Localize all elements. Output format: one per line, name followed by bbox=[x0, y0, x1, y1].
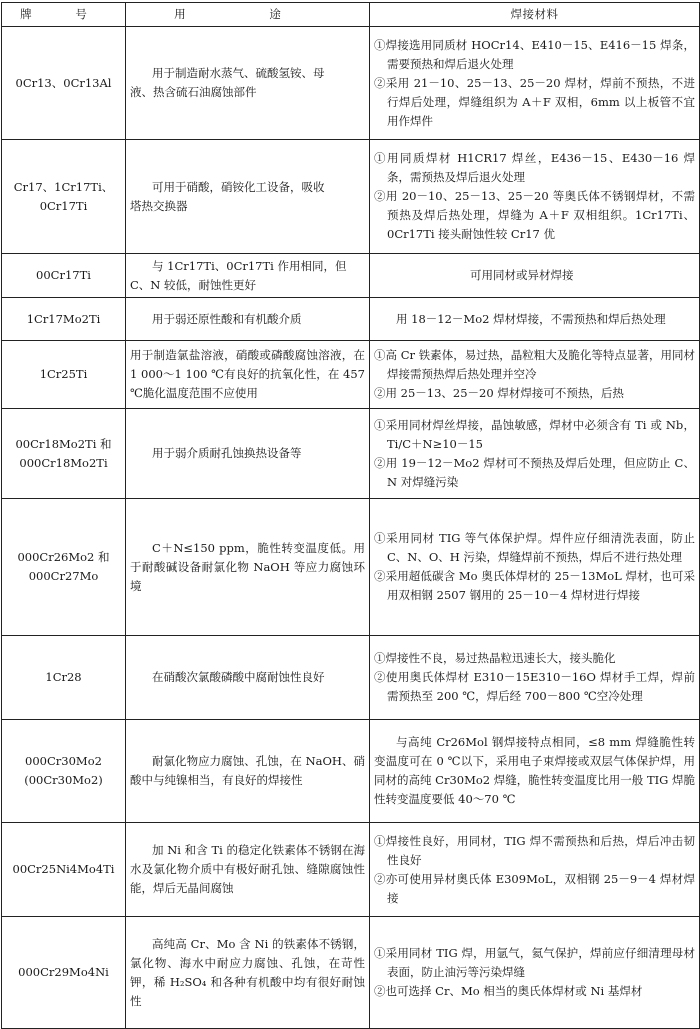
table-row bbox=[2, 636, 700, 720]
use-text: 耐氯化物应力腐蚀、孔蚀，在 NaOH、硝酸中与纯镍相当，有良好的焊接性 bbox=[130, 754, 365, 787]
grade-text: 00Cr17Ti bbox=[36, 268, 91, 282]
grade-cell bbox=[2, 298, 126, 341]
use-text: 用于制造氯盐溶液，硝酸或磷酸腐蚀溶液，在 1 000～1 100 ℃有良好的抗氧化性，在 457 ℃脆化温度范围不应使用 bbox=[130, 348, 365, 400]
weld-cell bbox=[370, 917, 700, 1029]
weld-text: ①采用同材焊丝焊接，晶蚀敏感，焊材中必须含有 Ti 或 Nb，Ti/C＋N≥10－15 bbox=[374, 417, 695, 451]
weld-text: ①高 Cr 铁素体，易过热，晶粒粗大及脆化等特点显著，用同材焊接需预热焊后热处理并空冷 bbox=[374, 348, 695, 381]
grade-cell bbox=[2, 823, 126, 917]
grade-text: 00Cr18Mo2Ti 和 bbox=[15, 436, 112, 451]
use-cell bbox=[126, 27, 370, 140]
grade-cell bbox=[2, 409, 126, 499]
header-row bbox=[2, 3, 700, 27]
grade-text: Cr17、1Cr17Ti、 bbox=[13, 179, 114, 194]
grade-cell bbox=[2, 499, 126, 636]
weld-text: ②亦可使用异材奥氏体 E309MoL，双相钢 25－9－4 焊材焊接 bbox=[374, 871, 695, 905]
table-row bbox=[2, 254, 700, 298]
weld-cell bbox=[370, 720, 700, 823]
weld-cell bbox=[370, 254, 700, 298]
table-row bbox=[2, 341, 700, 409]
use-cell bbox=[126, 636, 370, 720]
use-cell bbox=[126, 499, 370, 636]
grade-cell bbox=[2, 27, 126, 140]
weld-text: ②使用奥氏体焊材 E310－15E310－16O 焊材手工焊，焊前需预热至 200 ℃，焊后经 700－800 ℃空冷处理 bbox=[374, 670, 695, 703]
welding-materials-table bbox=[1, 2, 700, 1029]
use-text: 液、热含硫石油腐蚀部件 bbox=[130, 85, 257, 99]
weld-cell bbox=[370, 499, 700, 636]
weld-cell bbox=[370, 409, 700, 499]
use-text: 用于弱还原性酸和有机酸介质 bbox=[152, 311, 302, 326]
header-weld: 焊接材料 bbox=[370, 3, 700, 27]
weld-text: ②用 19－12－Mo2 焊材可不预热及焊后处理，但应防止 C、N 对焊缝污染 bbox=[374, 455, 695, 489]
table-row bbox=[2, 140, 700, 254]
use-text: 在硝酸次氯酸磷酸中腐耐蚀性良好 bbox=[152, 670, 325, 684]
table-row bbox=[2, 298, 700, 341]
use-text: 用于制造耐水蒸气、硫酸氢铵、母 bbox=[152, 66, 325, 80]
table-row bbox=[2, 499, 700, 636]
weld-text: 与高纯 Cr26Mol 钢焊接特点相同，≤8 mm 焊缝脆性转变温度可在 0 ℃以下，采用电子束焊接或双层气体保护焊，用同材的高纯 Cr30Mo2 焊缝，脆性转变温度比用一般 TIG 焊脆性转变温度要低 40～70 ℃ bbox=[374, 735, 695, 806]
grade-text: 0Cr17Ti bbox=[39, 198, 88, 213]
weld-text: ①采用同材 TIG 等气体保护焊。焊件应仔细清洗表面，防止 C、N、O、H 污染，焊缝焊前不预热，焊后不进行热处理 bbox=[374, 531, 695, 564]
use-cell bbox=[126, 254, 370, 298]
grade-text: 000Cr29Mo4Ni bbox=[18, 965, 109, 979]
grade-cell bbox=[2, 636, 126, 720]
use-cell bbox=[126, 823, 370, 917]
weld-text: ①焊接性良好，用同材，TIG 焊不需预热和后热，焊后冲击韧性良好 bbox=[374, 833, 695, 867]
table-row bbox=[2, 27, 700, 140]
grade-cell bbox=[2, 140, 126, 254]
use-text: 高纯高 Cr、Mo 含 Ni 的铁素体不锈钢，氯化物、海水中耐应力腐蚀、孔蚀，在苛性钾，稀 H₂SO₄ 和各种有机酸中均有很好耐蚀性 bbox=[130, 936, 365, 1008]
use-text: 可用于硝酸，硝铵化工设备，吸收 bbox=[152, 179, 325, 194]
use-cell bbox=[126, 298, 370, 341]
weld-text: ①用同质焊材 H1CR17 焊丝，E436－15、E430－16 焊条，需预热及焊后退火处理 bbox=[374, 151, 695, 184]
grade-text: 000Cr26Mo2 和 bbox=[17, 550, 110, 564]
weld-cell bbox=[370, 298, 700, 341]
table-row bbox=[2, 823, 700, 917]
header-use: 用 途 bbox=[126, 3, 370, 27]
grade-text: 1Cr28 bbox=[45, 670, 82, 684]
weld-text: 用 18－12－Mo2 焊材焊接，不需预热和焊后热处理 bbox=[396, 311, 666, 326]
grade-text: 1Cr25Ti bbox=[39, 367, 88, 381]
weld-text: 可用同材或异材焊接 bbox=[470, 268, 574, 282]
use-cell bbox=[126, 140, 370, 254]
grade-cell bbox=[2, 254, 126, 298]
weld-text: ①焊接性不良，易过热晶粒迅速长大，接头脆化 bbox=[374, 651, 616, 665]
table-row bbox=[2, 917, 700, 1029]
weld-text: ②也可选择 Cr、Mo 相当的奥氏体焊材或 Ni 基焊材 bbox=[374, 984, 643, 998]
use-cell bbox=[126, 917, 370, 1029]
weld-text: ②用 20－10、25－13、25－20 等奥氏体不锈钢焊材，不需预热及焊后热处理，焊缝为 A＋F 双相组织。1Cr17Ti、0Cr17Ti 接头耐蚀性较 Cr17 优 bbox=[374, 189, 695, 241]
table-row bbox=[2, 409, 700, 499]
weld-cell bbox=[370, 823, 700, 917]
grade-cell bbox=[2, 720, 126, 823]
use-text: 塔热交换器 bbox=[130, 198, 188, 213]
weld-text: ②采用 21－10、25－13、25－20 焊材，焊前不预热，不进行焊后处理，焊缝组织为 A＋F 双相，6mm 以上板管不宜用作焊件 bbox=[374, 75, 695, 128]
grade-text: 000Cr30Mo2 bbox=[25, 754, 102, 768]
grade-text: 000Cr18Mo2Ti bbox=[19, 455, 108, 470]
weld-text: ①焊接选用同质材 HOCr14、E410－15、E416－15 焊条，需要预热和焊后退火处理 bbox=[374, 37, 695, 71]
grade-text: 000Cr27Mo bbox=[28, 569, 99, 583]
table-row bbox=[2, 720, 700, 823]
grade-cell bbox=[2, 341, 126, 409]
use-text: C、N 较低，耐蚀性更好 bbox=[130, 277, 257, 292]
weld-cell bbox=[370, 341, 700, 409]
weld-text: ①采用同材 TIG 焊，用氩气，氦气保护，焊前应仔细清理母材表面，防止油污等污染焊缝 bbox=[374, 946, 695, 979]
grade-text: 00Cr25Ni4Mo4Ti bbox=[12, 862, 115, 876]
grade-text: 0Cr13、0Cr13Al bbox=[15, 75, 112, 90]
use-cell bbox=[126, 720, 370, 823]
weld-cell bbox=[370, 27, 700, 140]
header-grade: 牌 号 bbox=[2, 3, 126, 27]
use-cell bbox=[126, 341, 370, 409]
weld-text: ②采用超低碳含 Mo 奥氏体焊材的 25－13MoL 焊材，也可采用双相钢 2507 钢用的 25－10－4 焊材进行焊接 bbox=[374, 569, 695, 602]
weld-text: ②用 25－13、25－20 焊材焊接可不预热，后热 bbox=[374, 386, 624, 400]
grade-text: (00Cr30Mo2) bbox=[24, 773, 103, 787]
use-text: 加 Ni 和含 Ti 的稳定化铁素体不锈钢在海水及氯化物介质中有极好耐孔蚀、缝隙腐蚀性能，焊后无晶间腐蚀 bbox=[130, 843, 365, 895]
weld-cell bbox=[370, 140, 700, 254]
grade-cell bbox=[2, 917, 126, 1029]
weld-cell bbox=[370, 636, 700, 720]
use-cell bbox=[126, 409, 370, 499]
use-text: 用于弱介质耐孔蚀换热设备等 bbox=[152, 446, 302, 460]
grade-text: 1Cr17Mo2Ti bbox=[26, 311, 101, 326]
use-text: C＋N≤150 ppm，脆性转变温度低。用于耐酸碱设备耐氯化物 NaOH 等应力腐蚀环境 bbox=[130, 540, 365, 593]
use-text: 与 1Cr17Ti、0Cr17Ti 作用相同，但 bbox=[152, 258, 347, 273]
